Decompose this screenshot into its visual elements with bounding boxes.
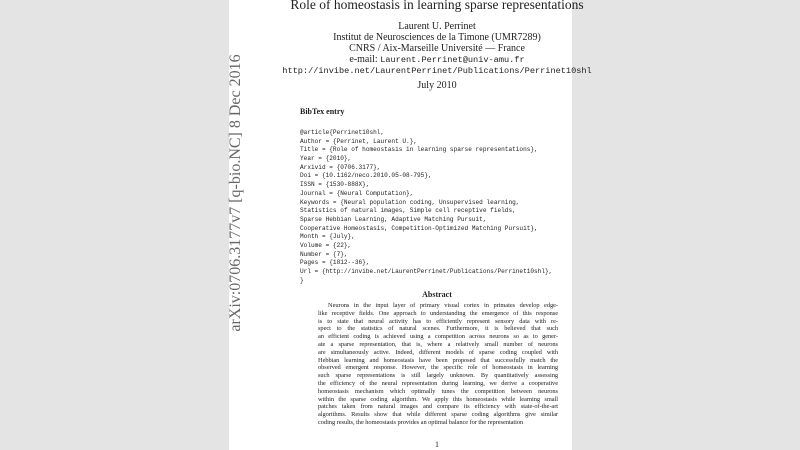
bibtex-entry: [300, 129, 552, 285]
bibtex-line: Author = {Perrinet, Laurent U.},: [300, 137, 418, 145]
bibtex-heading: BibTex entry: [300, 107, 345, 116]
bibtex-line: Doi = {10.1162/neco.2010.05-08-795},: [300, 172, 432, 180]
abstract-line: ate a sparse representation, that is, where a relatively small number of neurons: [318, 340, 558, 348]
bibtex-line: Statistics of natural images, Simple cell receptive fields,: [300, 207, 516, 215]
bibtex-line: ISSN = {1530-888X},: [300, 181, 370, 189]
abstract-line: like receptive fields. One approach to understanding the emergence of this response: [318, 309, 558, 317]
date: July 2010: [417, 80, 457, 91]
abstract-line: the efficiency of the neural representation during learning, we derive a cooperative: [318, 379, 558, 387]
bibtex-line: Keywords = {Neural population coding, Unsupervised learning,: [300, 198, 520, 206]
bibtex-line: Arxivid = {0706.3177},: [300, 163, 381, 171]
page-number: 1: [435, 440, 439, 449]
bibtex-line: Year = {2010},: [300, 155, 352, 163]
abstract-line: an efficient coding is achieved using a competition across neurons so as to gener-: [318, 333, 558, 341]
bibtex-line: Month = {July},: [300, 233, 355, 241]
bibtex-line: Title = {Role of homeostasis in learning sparse representations},: [300, 146, 538, 154]
abstract-line: Hebbian learning and homeostasis have been proposed that successfully match the: [318, 356, 558, 364]
affiliation-1: Institut de Neurosciences de la Timone (UMR7289): [333, 32, 541, 43]
paper-url[interactable]: http://invibe.net/LaurentPerrinet/Publications/Perrinet10shl: [282, 66, 592, 76]
bibtex-line: Url = {http://invibe.net/LaurentPerrinet/Publications/Perrinet10shl},: [300, 268, 553, 275]
author: Laurent U. Perrinet: [398, 21, 476, 32]
abstract-heading: Abstract: [422, 290, 452, 299]
abstract-line: within the sparse coding algorithm. We apply this homeostasis while learning small: [318, 395, 558, 403]
abstract-line: homeostasis mechanism which optimally tunes the competition between neurons: [318, 387, 558, 395]
arxiv-stamp: arXiv:0706.3177v7 [q-bio.NC] 8 Dec 2016: [227, 54, 244, 332]
affiliation-2: CNRS / Aix-Marseille Université — France: [349, 43, 525, 54]
abstract-line: are simultaneously active. Indeed, different models of sparse coding coupled with: [318, 348, 558, 356]
bibtex-line: Pages = {1812--36},: [300, 259, 370, 267]
bibtex-line: Volume = {22},: [300, 241, 352, 249]
bibtex-line: @article{Perrinet10shl,: [300, 129, 385, 136]
bibtex-line: Cooperative Homeostasis, Competition-Optimized Matching Pursuit},: [300, 224, 538, 232]
abstract-line: coding results, the homeostasis provides an optimal balance for the representation: [318, 418, 524, 426]
abstract-line: is to state that neural activity has to efficiently represent sensory data with re-: [318, 317, 558, 325]
abstract-line: such sparse representations is still largely unknown. By quantitatively assessing: [318, 372, 558, 380]
bibtex-line: Sparse Hebbian Learning, Adaptive Matching Pursuit,: [300, 215, 487, 223]
abstract-line: spect to the statistics of natural scenes. Furthermore, it is believed that such: [318, 325, 558, 333]
bibtex-line: Journal = {Neural Computation},: [300, 189, 414, 197]
abstract-text: [318, 302, 558, 427]
paper-title: Role of homeostasis in learning sparse representations: [290, 0, 584, 12]
abstract-line: algorithms. Results show that while different sparse coding algorithms give similar: [318, 411, 558, 419]
email-line: [229, 54, 645, 65]
email-label: e-mail:: [349, 54, 378, 65]
abstract-line: Neurons in the input layer of primary visual cortex in primates develop edge-: [328, 302, 558, 309]
abstract-line: observed emergent response. However, the specific role of homeostasis in learning: [318, 364, 558, 372]
bibtex-line: }: [300, 276, 304, 284]
bibtex-line: Number = {7},: [300, 250, 348, 258]
abstract-line: patches taken from natural images and compare its efficiency with state-of-the-art: [318, 403, 558, 411]
email-address[interactable]: Laurent.Perrinet@univ-amu.fr: [380, 55, 525, 65]
